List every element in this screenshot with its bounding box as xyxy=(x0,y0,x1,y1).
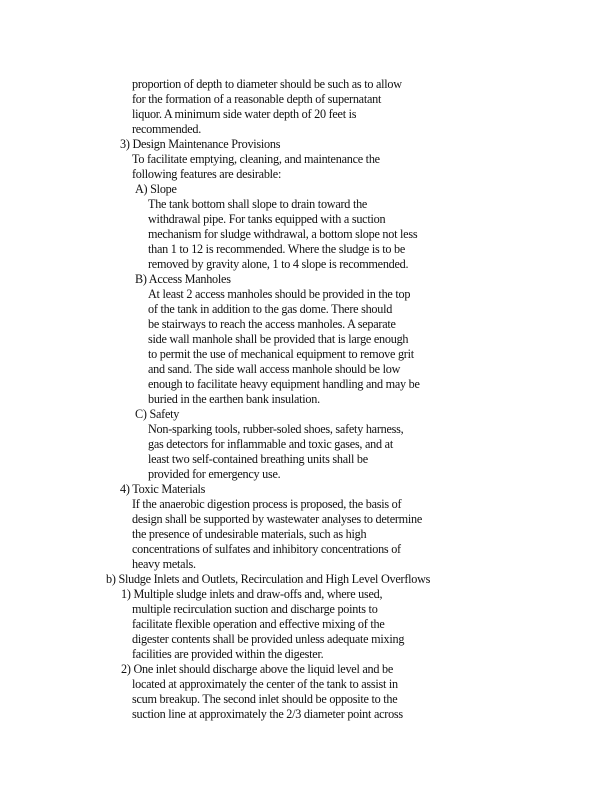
text-line: C) Safety xyxy=(135,407,180,421)
text-line: If the anaerobic digestion process is proposed, the basis of xyxy=(132,497,402,511)
text-line: located at approximately the center of the tank to assist in xyxy=(132,677,398,691)
text-line: The tank bottom shall slope to drain toward the xyxy=(148,197,368,211)
text-line: b) Sludge Inlets and Outlets, Recirculation and High Level Overflows xyxy=(106,572,431,586)
text-line: provided for emergency use. xyxy=(148,467,281,481)
text-line: suction line at approximately the 2/3 diameter point across xyxy=(132,707,403,721)
text-line: 1) Multiple sludge inlets and draw-offs and, where used, xyxy=(121,587,383,601)
text-line: side wall manhole shall be provided that is large enough xyxy=(148,332,409,346)
text-line: digester contents shall be provided unless adequate mixing xyxy=(132,632,405,646)
text-line: Non-sparking tools, rubber-soled shoes, safety harness, xyxy=(148,422,404,436)
text-line: following features are desirable: xyxy=(132,167,282,181)
text-line: facilities are provided within the digester. xyxy=(132,647,324,661)
text-line: removed by gravity alone, 1 to 4 slope is recommended. xyxy=(148,257,409,271)
text-line: design shall be supported by wastewater analyses to determine xyxy=(132,512,423,526)
text-line: and sand. The side wall access manhole should be low xyxy=(148,362,401,376)
text-line: buried in the earthen bank insulation. xyxy=(148,392,320,406)
text-line: heavy metals. xyxy=(132,557,196,571)
text-line: B) Access Manholes xyxy=(135,272,231,286)
text-line: gas detectors for inflammable and toxic gases, and at xyxy=(148,437,393,451)
text-line: of the tank in addition to the gas dome. There should xyxy=(148,302,393,316)
text-line: 4) Toxic Materials xyxy=(120,482,206,496)
text-line: A) Slope xyxy=(135,182,177,196)
text-line: mechanism for sludge withdrawal, a bottom slope not less xyxy=(148,227,418,241)
text-line: facilitate flexible operation and effective mixing of the xyxy=(132,617,385,631)
text-line: withdrawal pipe. For tanks equipped with a suction xyxy=(148,212,386,226)
text-line: enough to facilitate heavy equipment handling and may be xyxy=(148,377,420,391)
text-line: for the formation of a reasonable depth of supernatant xyxy=(132,92,382,106)
text-line: than 1 to 12 is recommended. Where the sludge is to be xyxy=(148,242,406,256)
text-line: proportion of depth to diameter should be such as to allow xyxy=(132,77,402,91)
text-line: recommended. xyxy=(132,122,202,136)
text-line: concentrations of sulfates and inhibitory concentrations of xyxy=(132,542,401,556)
text-line: 3) Design Maintenance Provisions xyxy=(120,137,281,151)
text-line: the presence of undesirable materials, such as high xyxy=(132,527,367,541)
text-line: to permit the use of mechanical equipment to remove grit xyxy=(148,347,414,361)
text-line: 2) One inlet should discharge above the liquid level and be xyxy=(121,662,394,676)
text-line: multiple recirculation suction and discharge points to xyxy=(132,602,378,616)
text-line: At least 2 access manholes should be provided in the top xyxy=(148,287,411,301)
text-line: To facilitate emptying, cleaning, and maintenance the xyxy=(132,152,380,166)
text-line: least two self-contained breathing units shall be xyxy=(148,452,368,466)
text-line: be stairways to reach the access manholes. A separate xyxy=(148,317,396,331)
text-line: liquor. A minimum side water depth of 20 feet is xyxy=(132,107,357,121)
text-line: scum breakup. The second inlet should be opposite to the xyxy=(132,692,398,706)
